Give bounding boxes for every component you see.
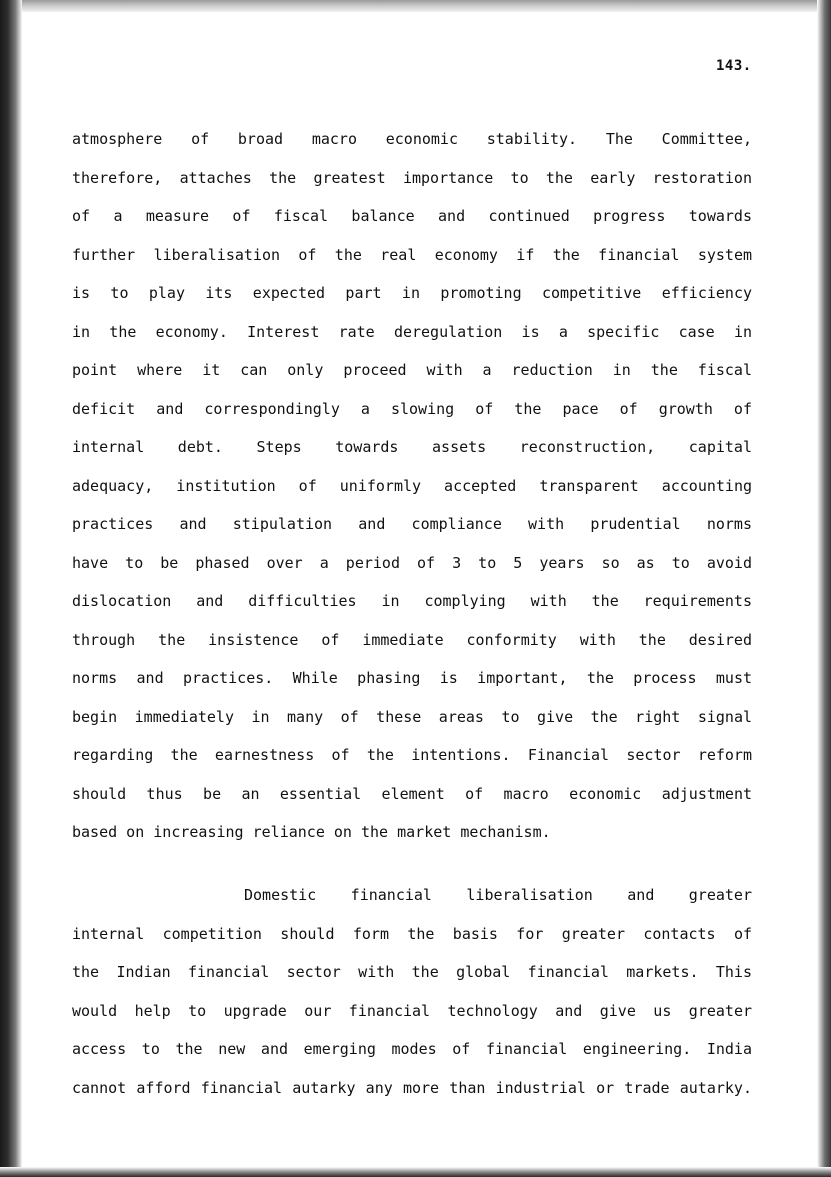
scan-bottom-edge <box>0 1167 831 1177</box>
page-number: 143. <box>716 58 752 74</box>
text-line: atmosphere of broad macro economic stability. The Committee, <box>72 130 752 148</box>
text-line: internal competition should form the basis for greater contacts of <box>72 924 752 943</box>
scan-right-edge <box>817 0 831 1177</box>
scan-top-edge <box>0 0 831 12</box>
paragraph-1 <box>72 120 762 852</box>
text-line: therefore, attaches the greatest importance to the early restoration <box>72 168 752 187</box>
text-line: cannot afford financial autarky any more than industrial or trade autarky. <box>72 1078 752 1097</box>
text-line: should thus be an essential element of macro economic adjustment <box>72 784 752 803</box>
text-line: norms and practices. While phasing is important, the process must <box>72 669 752 687</box>
text-line: dislocation and difficulties in complying with the requirements <box>72 592 752 610</box>
text-line: Domestic financial liberalisation and greater <box>244 886 752 904</box>
paragraph-2 <box>72 876 762 1107</box>
text-line: practices and stipulation and compliance with prudential norms <box>72 515 752 533</box>
text-line: is to play its expected part in promoting competitive efficiency <box>72 284 752 302</box>
text-line: access to the new and emerging modes of financial engineering. India <box>72 1040 752 1058</box>
text-line: point where it can only proceed with a reduction in the fiscal <box>72 361 752 379</box>
text-line: would help to upgrade our financial technology and give us greater <box>72 1001 752 1020</box>
text-line: through the insistence of immediate conformity with the desired <box>72 630 752 649</box>
text-line: regarding the earnestness of the intentions. Financial sector reform <box>72 746 752 764</box>
text-line: of a measure of fiscal balance and continued progress towards <box>72 207 752 225</box>
text-line: adequacy, institution of uniformly accepted transparent accounting <box>72 476 752 495</box>
text-line: the Indian financial sector with the global financial markets. This <box>72 963 752 981</box>
text-line: have to be phased over a period of 3 to 5 years so as to avoid <box>72 553 752 572</box>
scan-left-edge <box>0 0 22 1177</box>
text-line: begin immediately in many of these areas to give the right signal <box>72 707 752 726</box>
text-line: further liberalisation of the real economy if the financial system <box>72 245 752 264</box>
text-line: in the economy. Interest rate deregulation is a specific case in <box>72 322 752 341</box>
text-line: based on increasing reliance on the market mechanism. <box>72 823 551 841</box>
text-line: deficit and correspondingly a slowing of the pace of growth of <box>72 399 752 418</box>
text-line: internal debt. Steps towards assets reconstruction, capital <box>72 438 752 456</box>
